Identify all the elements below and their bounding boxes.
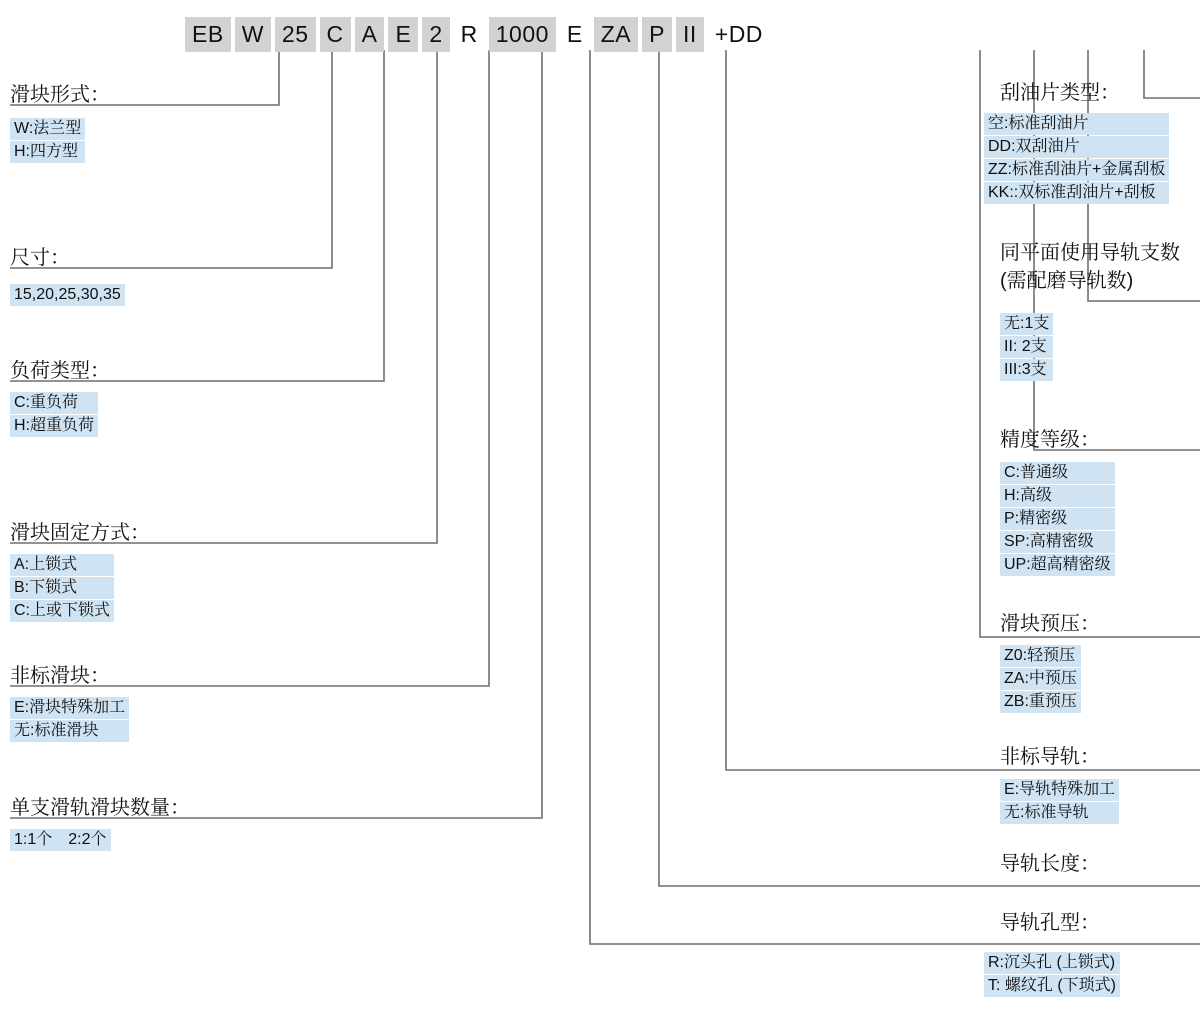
model-code-row <box>185 17 774 52</box>
code-segment-8[interactable]: 1000 <box>489 17 556 52</box>
option-item: 空:标准刮油片 <box>984 113 1169 135</box>
group-heading-rails-per-plane-sub: (需配磨导轨数) <box>1000 270 1134 292</box>
code-segment-1[interactable]: W <box>235 17 271 52</box>
code-segment-9[interactable]: E <box>566 21 583 47</box>
option-item: W:法兰型 <box>10 118 85 140</box>
option-item: III:3支 <box>1000 359 1053 381</box>
group-options-accuracy-grade <box>1000 462 1115 577</box>
option-item: ZB:重预压 <box>1000 691 1081 713</box>
code-segment-0[interactable]: EB <box>185 17 231 52</box>
code-segment-11[interactable]: P <box>642 17 672 52</box>
group-options-nonstandard-block <box>10 697 129 743</box>
option-item: A:上锁式 <box>10 554 114 576</box>
option-item: UP:超高精密级 <box>1000 554 1115 576</box>
option-item: ZZ:标准刮油片+金属刮板 <box>984 159 1169 181</box>
group-options-nonstandard-rail <box>1000 779 1119 825</box>
option-item: P:精密级 <box>1000 508 1115 530</box>
group-heading-size: 尺寸： <box>10 247 70 269</box>
option-item: H:四方型 <box>10 141 85 163</box>
code-segment-7[interactable]: R <box>460 21 478 47</box>
option-item: KK::双标准刮油片+刮板 <box>984 182 1169 204</box>
option-item: T: 螺纹孔 (下琐式) <box>984 975 1120 997</box>
group-heading-load-type: 负荷类型： <box>10 360 110 382</box>
option-item: H:高级 <box>1000 485 1115 507</box>
code-segment-10[interactable]: ZA <box>594 17 638 52</box>
group-heading-preload: 滑块预压： <box>1000 613 1100 635</box>
option-item: E:导轨特殊加工 <box>1000 779 1119 801</box>
option-item: 15,20,25,30,35 <box>10 284 125 306</box>
option-item: 无:标准导轨 <box>1000 802 1119 824</box>
option-item: II: 2支 <box>1000 336 1053 358</box>
option-item: H:超重负荷 <box>10 415 98 437</box>
group-options-slider-type <box>10 118 85 164</box>
group-heading-rails-per-plane: 同平面使用导轨支数 <box>1000 242 1180 264</box>
group-heading-rail-hole-type: 导轨孔型： <box>1000 912 1100 934</box>
group-options-size <box>10 284 125 307</box>
code-segment-2[interactable]: 25 <box>275 17 316 52</box>
option-item: 无:1支 <box>1000 313 1053 335</box>
group-options-blocks-per-rail <box>10 829 111 852</box>
group-heading-blocks-per-rail: 单支滑轨滑块数量： <box>10 797 190 819</box>
option-item: C:重负荷 <box>10 392 98 414</box>
option-item: SP:高精密级 <box>1000 531 1115 553</box>
code-segment-3[interactable]: C <box>320 17 351 52</box>
group-options-preload <box>1000 645 1081 714</box>
option-item: ZA:中预压 <box>1000 668 1081 690</box>
group-heading-slider-type: 滑块形式： <box>10 84 110 106</box>
group-heading-wiper-type: 刮油片类型： <box>1000 82 1120 104</box>
option-item: E:滑块特殊加工 <box>10 697 129 719</box>
code-segment-6[interactable]: 2 <box>422 17 449 52</box>
group-heading-rail-length: 导轨长度： <box>1000 853 1100 875</box>
option-item: Z0:轻预压 <box>1000 645 1081 667</box>
option-item: DD:双刮油片 <box>984 136 1169 158</box>
code-segment-4[interactable]: A <box>355 17 385 52</box>
group-heading-nonstandard-block: 非标滑块： <box>10 665 110 687</box>
group-heading-mounting-method: 滑块固定方式： <box>10 522 150 544</box>
group-heading-nonstandard-rail: 非标导轨： <box>1000 746 1100 768</box>
option-item: C:上或下锁式 <box>10 600 114 622</box>
option-item: R:沉头孔 (上锁式) <box>984 952 1120 974</box>
code-segment-5[interactable]: E <box>388 17 418 52</box>
group-options-load-type <box>10 392 98 438</box>
group-options-mounting-method <box>10 554 114 623</box>
group-options-rails-per-plane <box>1000 313 1053 382</box>
option-item: 无:标准滑块 <box>10 720 129 742</box>
option-item: 1:1个 2:2个 <box>10 829 111 851</box>
group-options-rail-hole-type <box>984 952 1120 998</box>
group-heading-accuracy-grade: 精度等级： <box>1000 429 1100 451</box>
option-item: B:下锁式 <box>10 577 114 599</box>
option-item: C:普通级 <box>1000 462 1115 484</box>
code-segment-12[interactable]: II <box>676 17 704 52</box>
group-options-wiper-type <box>984 113 1169 205</box>
code-segment-13[interactable]: +DD <box>714 21 763 47</box>
